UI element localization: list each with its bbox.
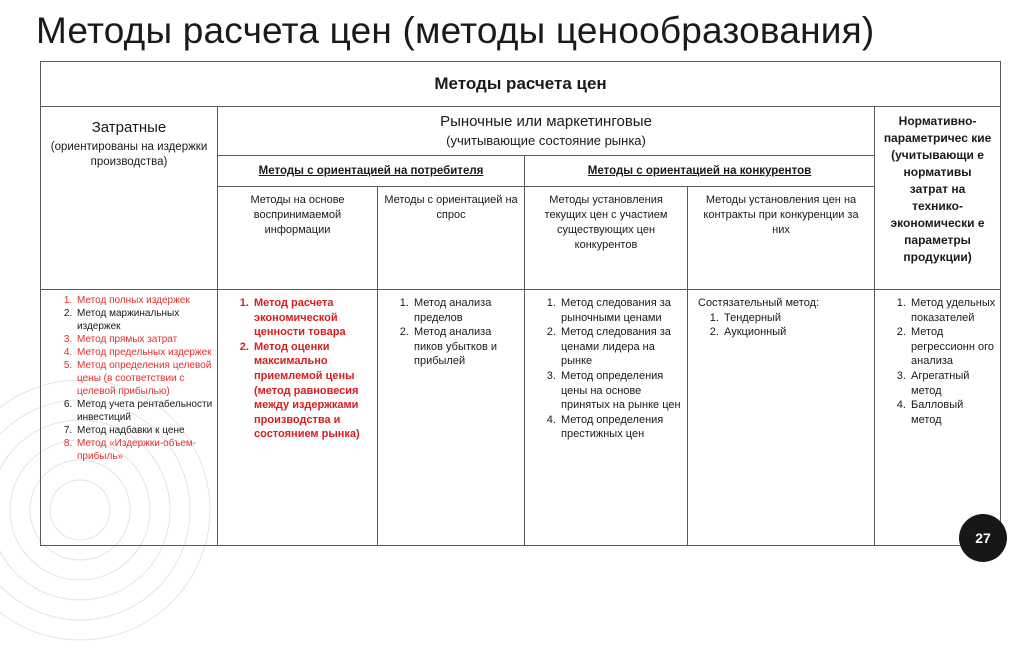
cost-methods-list <box>41 294 213 463</box>
cost-methods-list-cell <box>41 290 218 546</box>
list-item: 1. Метод полных издержек <box>75 294 213 307</box>
market-methods-title: Рыночные или маркетинговые <box>440 113 652 130</box>
cost-methods-subtitle: (ориентированы на издержки производства) <box>50 141 208 168</box>
current-prices-header: Методы установления текущих цен с участием существующих цен конкурентов <box>525 187 688 290</box>
cost-methods-header <box>41 107 218 290</box>
consumer-oriented-header: Методы с ориентацией на потребителя <box>218 156 525 187</box>
demand-methods-list <box>378 296 520 369</box>
list-item: 4. Метод предельных издержек <box>75 346 213 359</box>
cost-methods-title: Затратные <box>91 119 167 136</box>
current-prices-list-cell <box>525 290 688 546</box>
market-methods-subtitle: (учитывающие состояние рынка) <box>446 133 646 148</box>
competitive-method-intro: Состязательный метод: <box>698 297 820 309</box>
list-item: 2. Метод следования за ценами лидера на рынке <box>559 325 683 369</box>
contract-methods-list <box>698 311 870 340</box>
list-item: 3. Метод прямых затрат <box>75 333 213 346</box>
list-item: 5. Метод определения целевой цены (в соответствии с целевой прибылью) <box>75 359 213 398</box>
list-item: 2. Метод регрессионн ого анализа <box>909 325 996 369</box>
list-item: 2. Аукционный <box>722 325 870 340</box>
competitor-oriented-header: Методы с ориентацией на конкурентов <box>525 156 875 187</box>
list-item: 2. Метод маржинальных издержек <box>75 307 213 333</box>
list-item: 1. Метод анализа пределов <box>412 296 520 325</box>
list-item: 1. Метод следования за рыночными ценами <box>559 296 683 325</box>
list-item: 7. Метод надбавки к цене <box>75 424 213 437</box>
slide-title: Методы расчета цен (методы ценообразования) <box>36 10 875 51</box>
list-item: 2. Метод оценки максимально приемлемой цены (метод равновесия между издержками производства и состоянием рынка) <box>252 340 373 442</box>
contract-methods-list-cell <box>688 290 875 546</box>
list-item: 3. Агрегатный метод <box>909 369 996 398</box>
list-item: 4. Метод определения престижных цен <box>559 413 683 442</box>
list-item: 8. Метод «Издержки-объем-прибыль» <box>75 437 213 463</box>
perceived-methods-list <box>218 296 373 442</box>
demand-methods-list-cell <box>378 290 525 546</box>
table-banner: Методы расчета цен <box>41 62 1001 107</box>
list-item: 2. Метод анализа пиков убытков и прибылей <box>412 325 520 369</box>
list-item: 3. Метод определения цены на основе принятых на рынке цен <box>559 369 683 413</box>
list-item: 1. Тендерный <box>722 311 870 326</box>
page-number-badge: 27 <box>959 514 1007 562</box>
normative-methods-list <box>875 296 996 427</box>
normative-methods-header: Нормативно-параметричес кие (учитывающи е нормативы затрат на технико-экономически е параметры продукции) <box>875 107 1001 290</box>
list-item: 1. Метод расчета экономической ценности товара <box>252 296 373 340</box>
contract-prices-header: Методы установления цен на контракты при конкуренции за них <box>688 187 875 290</box>
market-methods-header <box>218 107 875 156</box>
perceived-methods-list-cell <box>218 290 378 546</box>
demand-oriented-header: Методы с ориентацией на спрос <box>378 187 525 290</box>
list-item: 4. Балловый метод <box>909 398 996 427</box>
normative-methods-list-cell <box>875 290 1001 546</box>
pricing-methods-table <box>40 61 1001 546</box>
list-item: 1. Метод удельных показателей <box>909 296 996 325</box>
current-prices-list <box>525 296 683 442</box>
list-item: 6. Метод учета рентабельности инвестиций <box>75 398 213 424</box>
perceived-info-header: Методы на основе воспринимаемой информации <box>218 187 378 290</box>
